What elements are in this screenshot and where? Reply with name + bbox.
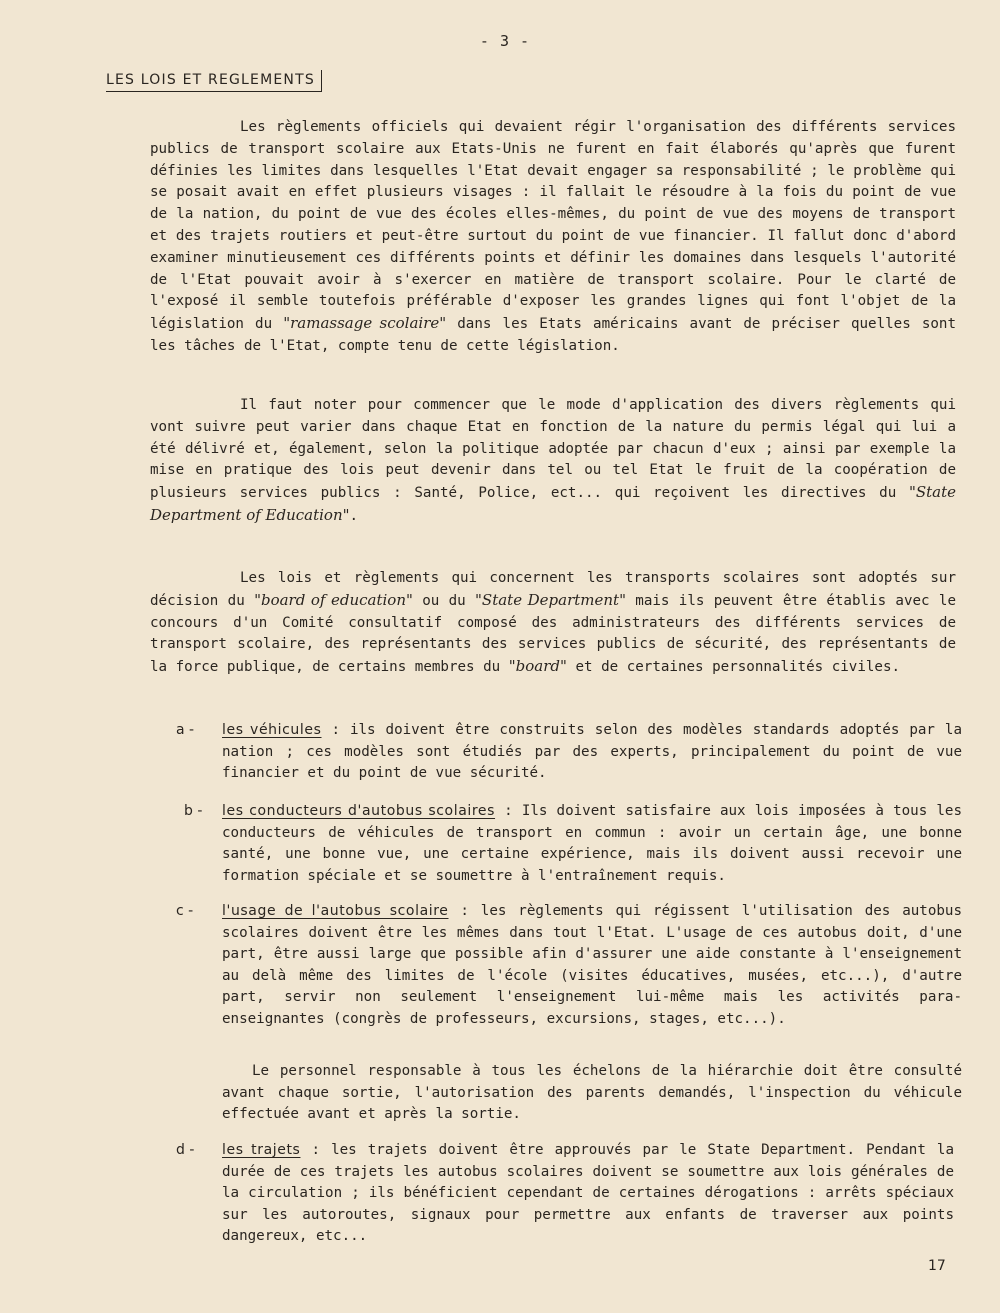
list-item-b-text: Ils doivent satisfaire aux lois imposées à tous les conducteurs de véhicules de transport en commun : avoir un certain âge, une bonne santé, une bonne vue, une certaine expérience, mais ils doivent aussi recevoir une formation spéciale et se soumettre à l'entraînement requis. [222, 803, 962, 884]
list-item-d [176, 1140, 954, 1248]
paragraph-3-italic-board: "board" [508, 657, 567, 676]
paragraph-2-italic-state-department: "State Department of Education" [150, 483, 956, 524]
paragraph-1-text-a: Les règlements officiels qui devaient régir l'organisation des différents services publics de transport scolaire aux Etats-Unis ne furent en fait élaborés qu'après que furent définies les limites dans lesquelles l'Etat devait engager sa responsabilité ; le problème qui se posait avait en effet plusieurs visages : il fallait le résoudre à la fois du point de vue de la nation, du point de vue des écoles elles-mêmes, du point de vue des moyens de transport et des trajets routiers et peut-être surtout du point de vue financier. Il fallut donc d'abord examiner minutieusement ces différents points et définir les domaines dans lesquels l'autorité de l'Etat pouvait avoir à s'exercer en matière de transport scolaire. Pour le clarté de l'exposé il semble toutefois préférable d'exposer les grandes lignes qui font l'objet de la législation du [150, 119, 956, 333]
paragraph-2-text-a: Il faut noter pour commencer que le mode d'application des divers règlements qui vont suivre peut varier dans chaque Etat en fonction de la nature du permis légal qui lui a été délivré et, également, selon la politique adoptée par chacun d'eux ; ainsi par exemple la mise en pratique des lois peut devenir dans tel ou tel Etat le fruit de la coopération de plusieurs services publics : Santé, Police, ect... qui reçoivent les directives du [150, 397, 956, 502]
paragraph-3-text-a: Les lois et règlements qui concernent les transports scolaires sont adoptés sur décision du [150, 570, 956, 609]
list-item-a-marker: a - [176, 722, 195, 738]
list-item-c-separator: : [448, 903, 481, 919]
list-item-b-title: les conducteurs d'autobus scolaires [222, 803, 496, 819]
list-item-b-marker: b - [184, 803, 203, 819]
list-item-d-marker: d - [176, 1142, 195, 1158]
paragraph-3-text-b: ou du [412, 592, 476, 609]
page-number: - 3 - [479, 32, 531, 50]
list-item-a-separator: : [321, 722, 350, 738]
list-item-c-text: les règlements qui régissent l'utilisation des autobus scolaires doivent être les mêmes dans tout l'Etat. L'usage de ces autobus doit, d'une part, être aussi large que possible afin d'assurer une aide constante à l'enseignement au delà même des limites de l'école (visites éducatives, musées, etc...), d'autre part, servir non seulement l'enseignement lui-même mais les activités para-enseignantes (congrès de professeurs, excursions, stages, etc...). [222, 903, 962, 1027]
paragraph-3-italic-board-of-education: "board of education" [254, 590, 413, 609]
list-item-c [176, 901, 962, 1031]
list-item-c-extra [222, 1061, 962, 1126]
list-item-c-marker: c - [176, 903, 194, 919]
list-item-b-separator: : [495, 803, 522, 819]
paragraph-3-italic-state-department: "State Department" [475, 590, 626, 609]
folio-number: 17 [928, 1258, 946, 1274]
list-item-b [184, 801, 962, 887]
list-item-a [176, 720, 962, 785]
list-item-a-title: les véhicules [222, 722, 322, 738]
paragraph-3-text-d: et de certaines personnalités civiles. [566, 659, 901, 676]
list-item-c-extra-text: Le personnel responsable à tous les échelons de la hiérarchie doit être consulté avant chaque sortie, l'autorisation des parents demandés, l'inspection du véhicule effectuée avant et après la sortie. [222, 1063, 962, 1123]
list-item-a-text: ils doivent être construits selon des modèles standards adoptés par la nation ; ces modèles sont étudiés par des experts, principalement du point de vue financier et du point de vue sécurité. [222, 722, 962, 782]
paragraph-3 [150, 568, 956, 679]
paragraph-1 [150, 117, 956, 358]
paragraph-2 [150, 395, 956, 528]
list-item-d-title: les trajets [222, 1142, 301, 1158]
section-title: LES LOIS ET REGLEMENTS [106, 70, 322, 92]
paragraph-2-text-b: . [349, 507, 359, 524]
paragraph-1-italic-ramassage: "ramassage scolaire" [283, 314, 447, 333]
list-item-c-title: l'usage de l'autobus scolaire [222, 903, 449, 919]
list-item-d-text: les trajets doivent être approuvés par le State Department. Pendant la durée de ces trajets les autobus scolaires doivent se soumettre aux lois générales de la circulation ; ils bénéficient cependant de certaines dérogations : arrêts spéciaux sur les autoroutes, signaux pour permettre aux enfants de traverser aux points dangereux, etc... [222, 1142, 954, 1245]
paragraph-3-text-c: mais ils peuvent être établis avec le concours d'un Comité consultatif composé des administrateurs des différents services de transport scolaire, des représentants des services publics de sécurité, des représentants de la force publique, de certains membres du [150, 592, 957, 676]
list-item-d-separator: : [300, 1142, 332, 1158]
paragraph-1-text-b: dans les Etats américains avant de préciser quelles sont les tâches de l'Etat, compte tenu de cette législation. [150, 316, 956, 354]
